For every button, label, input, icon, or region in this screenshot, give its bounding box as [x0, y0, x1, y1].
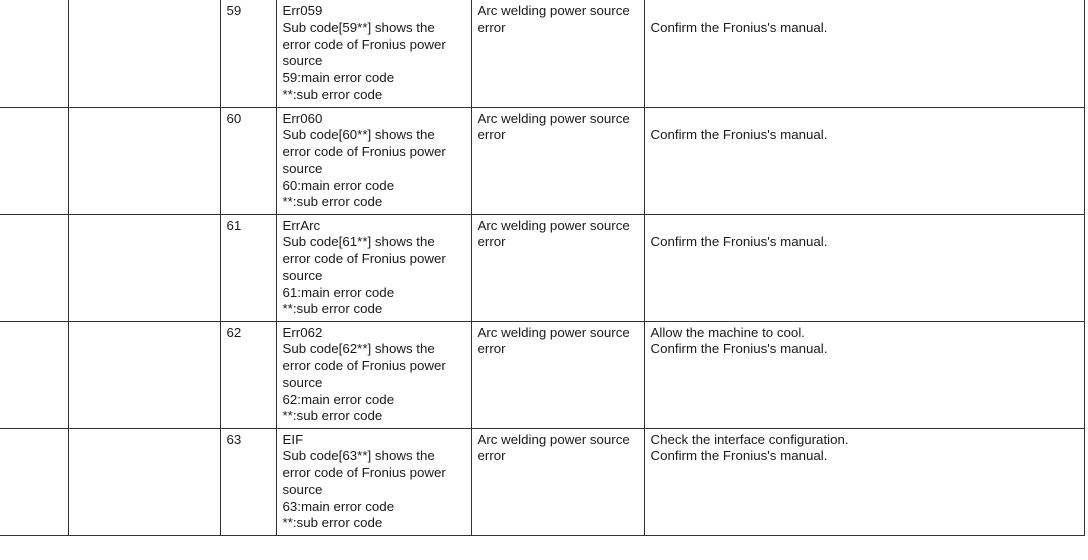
blank-cell — [0, 321, 68, 428]
error-message-cell — [276, 321, 471, 428]
error-number-cell — [220, 321, 276, 428]
blank-cell — [68, 428, 220, 535]
table-row — [0, 428, 1084, 535]
blank-cell — [68, 107, 220, 214]
error-message-cell — [276, 428, 471, 535]
error-message-cell — [276, 107, 471, 214]
error-name: Err060 — [282, 110, 323, 126]
error-cause-line: error — [477, 19, 506, 35]
error-cause-line: Arc welding power source — [477, 110, 630, 126]
error-remedy-line: Check the interface configuration. — [650, 431, 849, 447]
error-number: 61 — [226, 217, 242, 233]
blank-cell — [68, 321, 220, 428]
error-remedy-cell — [644, 0, 1084, 107]
error-cause-line: error — [477, 341, 506, 357]
error-remedy-line: Allow the machine to cool. — [650, 324, 805, 340]
error-description-line: **:sub error code — [282, 194, 383, 210]
error-remedy-cell — [644, 321, 1084, 428]
error-description-line: error code of Fronius power — [282, 465, 446, 481]
blank-cell — [68, 214, 220, 321]
error-cause-cell — [471, 107, 644, 214]
error-description-line: source — [282, 160, 323, 176]
error-description-line: source — [282, 267, 323, 283]
error-description-line: error code of Fronius power — [282, 144, 446, 160]
error-number: 60 — [226, 110, 242, 126]
error-description-line: 63:main error code — [282, 498, 395, 514]
error-description-line: source — [282, 374, 323, 390]
error-number: 59 — [226, 3, 242, 18]
error-description-line: Sub code[62**] shows the — [282, 341, 435, 357]
error-cause-cell — [471, 428, 644, 535]
error-remedy-cell — [644, 428, 1084, 535]
blank-cell — [0, 0, 68, 107]
error-cause-line: Arc welding power source — [477, 431, 630, 447]
error-cause-line: error — [477, 234, 506, 250]
error-cause-cell — [471, 321, 644, 428]
table-row — [0, 321, 1084, 428]
error-name: Err059 — [282, 3, 323, 18]
error-message-cell — [276, 214, 471, 321]
error-number-cell — [220, 0, 276, 107]
error-cause-cell — [471, 214, 644, 321]
blank-cell — [0, 214, 68, 321]
table-row — [0, 214, 1084, 321]
error-remedy-line — [651, 218, 1078, 235]
error-description-line: error code of Fronius power — [282, 358, 446, 374]
error-name: EIF — [282, 431, 304, 447]
error-description-line: 62:main error code — [282, 391, 395, 407]
error-number-cell — [220, 214, 276, 321]
error-number: 63 — [226, 431, 242, 447]
error-remedy-line: Confirm the Fronius's manual. — [650, 341, 828, 357]
table-row — [0, 0, 1084, 107]
error-description-line: Sub code[63**] shows the — [282, 448, 435, 464]
error-description-line: error code of Fronius power — [282, 36, 446, 52]
error-remedy-cell — [644, 214, 1084, 321]
error-description-line: 60:main error code — [282, 177, 395, 193]
error-description-line: Sub code[59**] shows the — [282, 19, 435, 35]
error-number: 62 — [226, 324, 242, 340]
error-cause-line: Arc welding power source — [477, 324, 630, 340]
error-cause-line: Arc welding power source — [477, 217, 630, 233]
error-description-line: source — [282, 481, 323, 497]
error-number-cell — [220, 107, 276, 214]
error-description-line: **:sub error code — [282, 408, 383, 424]
error-description-line: **:sub error code — [282, 515, 383, 531]
error-cause-line: error — [477, 448, 506, 464]
blank-cell — [68, 0, 220, 107]
error-description-line: **:sub error code — [282, 301, 383, 317]
error-description-line: **:sub error code — [282, 86, 383, 102]
error-name: ErrArc — [282, 217, 321, 233]
error-remedy-line: Confirm the Fronius's manual. — [650, 127, 828, 143]
error-remedy-line — [651, 111, 1078, 128]
error-remedy-line — [651, 3, 1078, 20]
error-description-line: 61:main error code — [282, 284, 395, 300]
error-description-line: source — [282, 53, 323, 69]
error-remedy-line: Confirm the Fronius's manual. — [650, 448, 828, 464]
error-cause-line: error — [477, 127, 506, 143]
error-remedy-cell — [644, 107, 1084, 214]
blank-cell — [0, 107, 68, 214]
error-name: Err062 — [282, 324, 323, 340]
error-description-line: 59:main error code — [282, 70, 395, 86]
error-number-cell — [220, 428, 276, 535]
error-remedy-line: Confirm the Fronius's manual. — [650, 19, 828, 35]
error-message-cell — [276, 0, 471, 107]
error-description-line: Sub code[60**] shows the — [282, 127, 435, 143]
error-cause-line: Arc welding power source — [477, 3, 630, 18]
table-row — [0, 107, 1084, 214]
error-description-line: Sub code[61**] shows the — [282, 234, 435, 250]
error-remedy-line: Confirm the Fronius's manual. — [650, 234, 828, 250]
error-description-line: error code of Fronius power — [282, 251, 446, 267]
error-cause-cell — [471, 0, 644, 107]
blank-cell — [0, 428, 68, 535]
